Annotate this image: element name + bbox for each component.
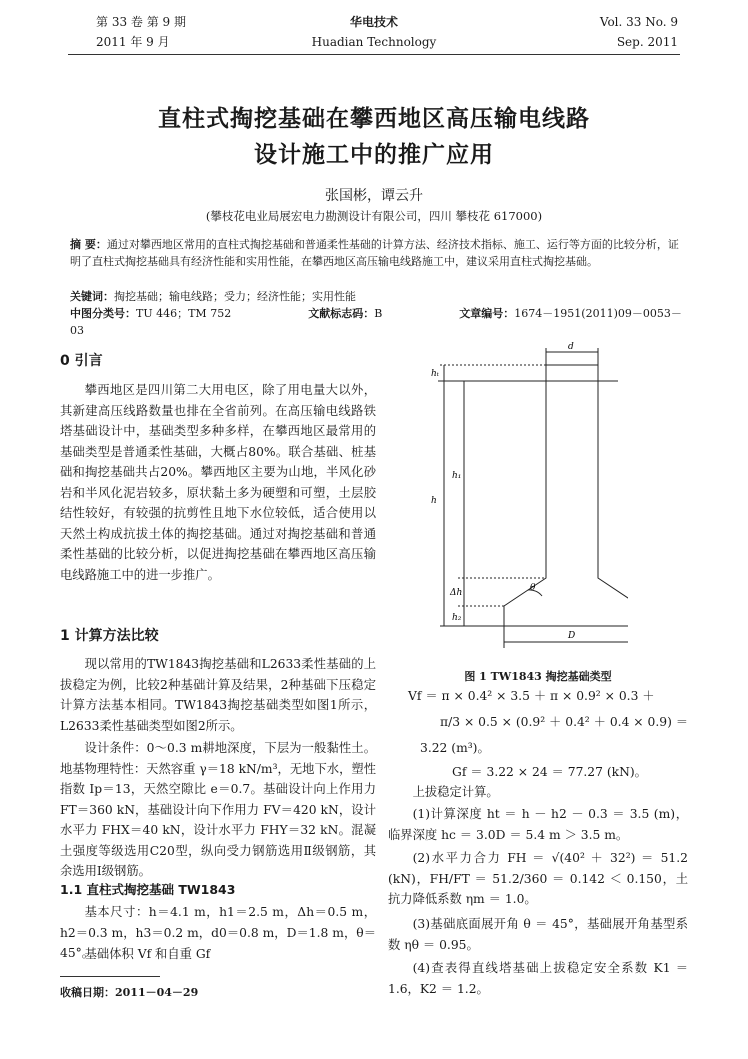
doc-code-value: B bbox=[374, 307, 383, 320]
abstract-label: 摘 要： bbox=[70, 238, 107, 251]
subsection-1-1-volume: 基础体积 Vf 和自重 Gf bbox=[84, 947, 211, 961]
label-delta-h: Δh bbox=[450, 588, 463, 598]
section-1-title: 1 计算方法比较 bbox=[60, 628, 159, 644]
label-d: d bbox=[568, 342, 574, 352]
section-1-paragraph-1: 现以常用的TW1843掏挖基础和L2633柔性基础的上拔稳定为例，比较2种基础计算及结果，2种基础下压稳定计算方法基本相同。TW1843掏挖基础类型如图1所示，L2633柔性基础类型如图2所示。 bbox=[60, 657, 376, 733]
journal-volume-en: Vol. 33 No. 9 bbox=[599, 15, 678, 29]
label-h2: h₂ bbox=[452, 613, 462, 623]
subsection-1-1-dimensions: 基本尺寸：h＝4.1 m，h1＝2.5 m，Δh＝0.5 m，h2＝0.3 m，h3＝0.2 m，d0＝0.8 m，D＝1.8 m，θ＝45°。 bbox=[60, 905, 376, 960]
keywords bbox=[70, 288, 682, 305]
received-date: 收稿日期：2011－04－29 bbox=[60, 986, 199, 999]
keywords-text: 掏挖基础；输电线路；受力；经济性能；实用性能 bbox=[114, 290, 356, 303]
figure-1-diagram bbox=[428, 338, 628, 658]
foundation-right-outline bbox=[598, 381, 628, 606]
uplift-step-1: (1)计算深度 ht ＝ h － h2 － 0.3 ＝ 3.5 (m)，临界深度 hc ＝ 3.0D ＝ 5.4 m ＞ 3.5 m。 bbox=[388, 807, 688, 842]
label-D: D bbox=[568, 631, 576, 641]
abstract bbox=[70, 236, 682, 270]
figure-1-caption: 图 1 TW1843 掏挖基础类型 bbox=[464, 670, 612, 683]
uplift-step-2: (2)水平力合力 FH ＝ √(40² ＋ 32²) ＝ 51.2 (kN)，FH/FT ＝ 51.2/360 ＝ 0.142 ＜ 0.150，土抗力降低系数 ηm ＝ 1.0。 bbox=[388, 851, 688, 906]
foundation-left-outline bbox=[504, 381, 628, 626]
subsection-1-1-title: 1.1 直柱式掏挖基础 TW1843 bbox=[60, 882, 236, 897]
clc-label: 中图分类号： bbox=[70, 307, 136, 320]
uplift-step-3: (3)基础底面展开角 θ ＝ 45°，基础展开角基型系数 ηθ ＝ 0.95。 bbox=[388, 917, 688, 952]
footnote-rule bbox=[60, 976, 160, 977]
equation-volume-result: 3.22 (m³)。 bbox=[420, 741, 490, 755]
authors: 张国彬，谭云升 bbox=[325, 188, 423, 204]
label-h1: h₁ bbox=[452, 471, 462, 481]
journal-name-en: Huadian Technology bbox=[311, 35, 437, 49]
article-id-label: 文章编号： bbox=[459, 307, 515, 320]
label-h-top: hₜ bbox=[431, 369, 440, 379]
equation-volume-line1: Vf ＝ π × 0.4² × 3.5 ＋ π × 0.9² × 0.3 ＋ bbox=[408, 689, 655, 703]
classification-line bbox=[70, 305, 682, 339]
uplift-calc-heading: 上拔稳定计算。 bbox=[412, 785, 499, 799]
section-0-title: 0 引言 bbox=[60, 353, 103, 369]
equation-volume-line2: π/3 × 0.5 × (0.9² ＋ 0.4² ＋ 0.4 × 0.9) ＝ bbox=[440, 715, 689, 729]
section-1-paragraph-2: 设计条件：0～0.3 m耕地深度，下层为一般黏性土。地基物理特性：天然容重 γ＝18 kN/m³，无地下水，塑性指数 Ip＝13，天然空隙比 e＝0.7。基础设计向上作用力 FT＝360 kN，基础设计向下作用力 FV＝420 kN，设计水平力 FHX＝40 kN，设计水平力 FHY＝32 kN。混凝土强度等级选用C20型，纵向受力钢筋选用Ⅱ级钢筋，其余选用Ⅰ级钢筋。 bbox=[60, 741, 376, 878]
journal-date-cn: 2011 年 9 月 bbox=[96, 35, 170, 49]
doc-code-label: 文献标志码： bbox=[308, 307, 375, 320]
section-0-paragraph: 攀西地区是四川第二大用电区，除了用电量大以外，其新建高压线路数量也排在全省前列。在高压输电线路铁塔基础设计中，基础类型多种多样，在攀西地区最常用的基础类型是普通柔性基础，大概占80%。联合基础、桩基础和掏挖基础共占20%。攀西地区主要为山地，半风化砂岩和半风化泥岩较多，原状黏土多为硬塑和可塑，土层胶结性较好，有较强的抗剪性且地下水位较低，适合使用以天然土构成抗拔土体的掏挖基础。通过对掏挖基础和普通柔性基础的比较分析，以促进掏挖基础在攀西地区高压输电线路施工中的进一步推广。 bbox=[60, 383, 376, 582]
clc-value: TU 446；TM 752 bbox=[136, 307, 232, 320]
label-theta: θ bbox=[530, 583, 536, 593]
journal-volume-cn: 第 33 卷 第 9 期 bbox=[96, 15, 186, 29]
abstract-text: 通过对攀西地区常用的直柱式掏挖基础和普通柔性基础的计算方法、经济技术指标、施工、运行等方面的比较分析，证明了直柱式掏挖基础具有经济性能和实用性能，在攀西地区高压输电线路施工中，建议采用直柱式掏挖基础。 bbox=[70, 238, 679, 268]
header-rule bbox=[68, 54, 680, 55]
journal-date-en: Sep. 2011 bbox=[616, 35, 678, 49]
article-id-value: 1674－1951(2011)09－0053－03 bbox=[70, 307, 682, 337]
equation-weight: Gf ＝ 3.22 × 24 ＝ 77.27 (kN)。 bbox=[452, 765, 647, 779]
shaft-top bbox=[546, 365, 598, 381]
keywords-label: 关键词： bbox=[70, 290, 114, 303]
title-line1: 直柱式掏挖基础在攀西地区高压输电线路 bbox=[158, 106, 590, 132]
affiliation: (攀枝花电业局展宏电力勘测设计有限公司，四川 攀枝花 617000) bbox=[205, 209, 543, 223]
label-h: h bbox=[431, 496, 437, 506]
title-line2: 设计施工中的推广应用 bbox=[254, 142, 494, 168]
uplift-step-4: (4)查表得直线塔基础上拔稳定安全系数 K1 ＝ 1.6，K2 ＝ 1.2。 bbox=[388, 961, 688, 996]
journal-name-cn: 华电技术 bbox=[349, 15, 398, 29]
